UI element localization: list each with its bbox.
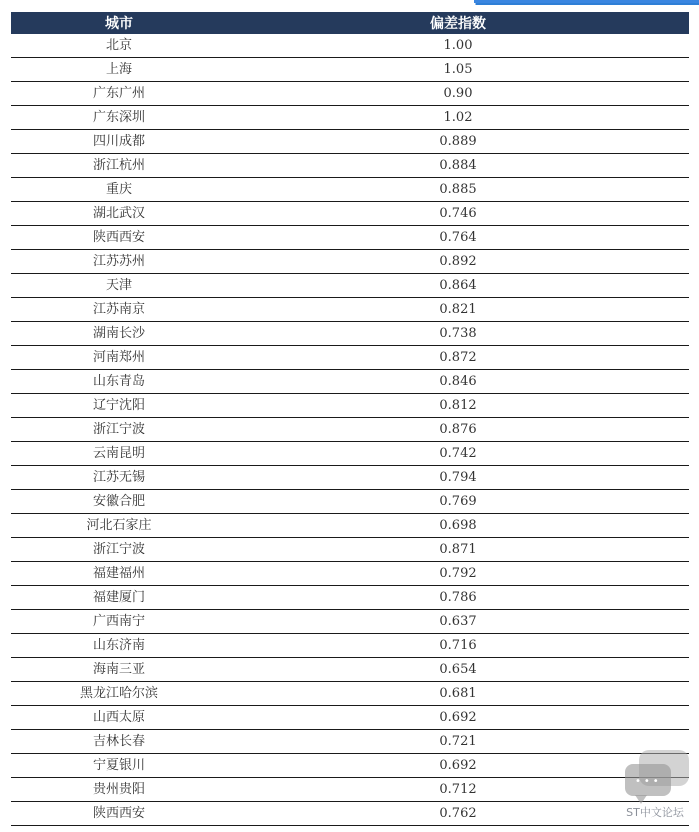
table-row <box>11 682 689 706</box>
city-cell: 陕西西安 <box>11 802 227 826</box>
city-cell: 辽宁沈阳 <box>11 394 227 418</box>
city-cell: 天津 <box>11 274 227 298</box>
city-cell: 江苏苏州 <box>11 250 227 274</box>
city-cell: 云南昆明 <box>11 442 227 466</box>
table-row <box>11 322 689 346</box>
deviation-index-cell: 0.681 <box>227 682 689 706</box>
table-row <box>11 418 689 442</box>
city-cell: 安徽合肥 <box>11 490 227 514</box>
city-cell: 河南郑州 <box>11 346 227 370</box>
table-row <box>11 658 689 682</box>
table-row <box>11 466 689 490</box>
deviation-index-cell: 0.692 <box>227 706 689 730</box>
deviation-index-cell: 0.654 <box>227 658 689 682</box>
deviation-index-cell: 1.00 <box>227 34 689 58</box>
city-cell: 四川成都 <box>11 130 227 154</box>
city-cell: 江苏南京 <box>11 298 227 322</box>
deviation-index-cell: 0.637 <box>227 610 689 634</box>
deviation-index-cell: 0.864 <box>227 274 689 298</box>
deviation-index-cell: 0.786 <box>227 586 689 610</box>
table-row <box>11 394 689 418</box>
table-row <box>11 442 689 466</box>
table-row <box>11 274 689 298</box>
city-cell: 山西太原 <box>11 706 227 730</box>
deviation-index-cell: 0.698 <box>227 514 689 538</box>
table-row <box>11 778 689 802</box>
deviation-index-cell: 0.885 <box>227 178 689 202</box>
city-cell: 山东青岛 <box>11 370 227 394</box>
header-deviation-index: 偏差指数 <box>227 12 689 34</box>
city-cell: 江苏无锡 <box>11 466 227 490</box>
deviation-index-cell: 0.721 <box>227 730 689 754</box>
deviation-index-cell: 1.02 <box>227 106 689 130</box>
deviation-index-cell: 0.872 <box>227 346 689 370</box>
table-row <box>11 514 689 538</box>
city-cell: 浙江宁波 <box>11 418 227 442</box>
table-row <box>11 154 689 178</box>
table-row <box>11 82 689 106</box>
city-cell: 贵州贵阳 <box>11 778 227 802</box>
table-row <box>11 610 689 634</box>
header-row <box>11 12 689 34</box>
watermark-text: ST中文论坛 <box>626 806 684 819</box>
table-row <box>11 802 689 826</box>
table-row <box>11 706 689 730</box>
deviation-index-cell: 0.712 <box>227 778 689 802</box>
top-accent-stripe <box>474 0 699 3</box>
deviation-index-cell: 0.889 <box>227 130 689 154</box>
table-row <box>11 370 689 394</box>
city-cell: 河北石家庄 <box>11 514 227 538</box>
table-row <box>11 634 689 658</box>
deviation-index-cell: 0.769 <box>227 490 689 514</box>
table-row <box>11 538 689 562</box>
city-cell: 福建福州 <box>11 562 227 586</box>
city-cell: 浙江宁波 <box>11 538 227 562</box>
table-row <box>11 298 689 322</box>
city-cell: 山东济南 <box>11 634 227 658</box>
table-row <box>11 562 689 586</box>
deviation-index-cell: 0.794 <box>227 466 689 490</box>
city-cell: 上海 <box>11 58 227 82</box>
deviation-index-cell: 0.821 <box>227 298 689 322</box>
table-row <box>11 754 689 778</box>
city-cell: 海南三亚 <box>11 658 227 682</box>
city-cell: 黑龙江哈尔滨 <box>11 682 227 706</box>
deviation-index-cell: 0.746 <box>227 202 689 226</box>
table-row <box>11 178 689 202</box>
city-cell: 湖南长沙 <box>11 322 227 346</box>
table-row <box>11 34 689 58</box>
deviation-index-cell: 0.764 <box>227 226 689 250</box>
table-row <box>11 490 689 514</box>
deviation-index-cell: 0.846 <box>227 370 689 394</box>
bubble-dots: ••• <box>635 776 662 787</box>
city-cell: 宁夏银川 <box>11 754 227 778</box>
table-header <box>11 12 689 34</box>
deviation-index-cell: 0.812 <box>227 394 689 418</box>
table-row <box>11 346 689 370</box>
city-cell: 福建厦门 <box>11 586 227 610</box>
table-row <box>11 130 689 154</box>
city-cell: 广东深圳 <box>11 106 227 130</box>
table-row <box>11 58 689 82</box>
deviation-index-cell: 0.742 <box>227 442 689 466</box>
deviation-index-cell: 0.90 <box>227 82 689 106</box>
deviation-index-cell: 0.762 <box>227 802 689 826</box>
city-cell: 广西南宁 <box>11 610 227 634</box>
deviation-index-cell: 1.05 <box>227 58 689 82</box>
table-body <box>11 34 689 826</box>
table-row <box>11 586 689 610</box>
deviation-index-cell: 0.884 <box>227 154 689 178</box>
city-cell: 重庆 <box>11 178 227 202</box>
table-row <box>11 226 689 250</box>
city-cell: 浙江杭州 <box>11 154 227 178</box>
deviation-index-cell: 0.871 <box>227 538 689 562</box>
deviation-index-cell: 0.892 <box>227 250 689 274</box>
forum-watermark <box>617 750 693 824</box>
table-row <box>11 730 689 754</box>
table-row <box>11 250 689 274</box>
city-cell: 广东广州 <box>11 82 227 106</box>
table-row <box>11 106 689 130</box>
header-city: 城市 <box>11 12 227 34</box>
deviation-index-cell: 0.716 <box>227 634 689 658</box>
city-deviation-table <box>11 12 689 826</box>
deviation-index-cell: 0.692 <box>227 754 689 778</box>
deviation-index-cell: 0.792 <box>227 562 689 586</box>
city-cell: 湖北武汉 <box>11 202 227 226</box>
deviation-index-cell: 0.738 <box>227 322 689 346</box>
city-cell: 北京 <box>11 34 227 58</box>
city-cell: 吉林长春 <box>11 730 227 754</box>
deviation-index-cell: 0.876 <box>227 418 689 442</box>
city-cell: 陕西西安 <box>11 226 227 250</box>
table-row <box>11 202 689 226</box>
